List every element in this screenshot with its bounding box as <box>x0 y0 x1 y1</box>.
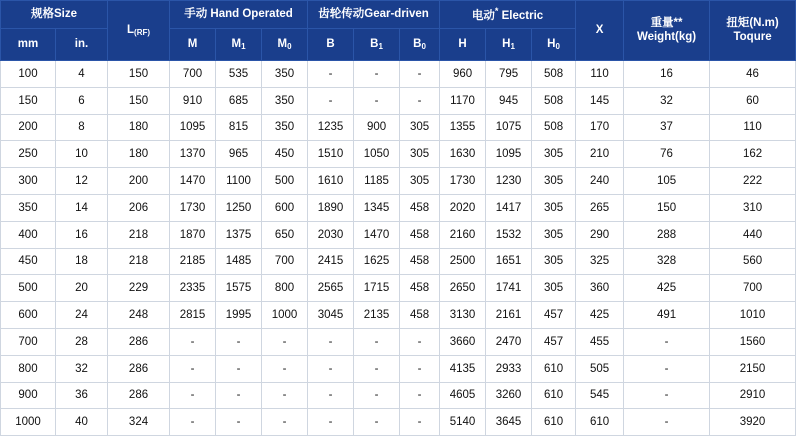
cell-h: 3130 <box>440 302 486 329</box>
cell-mm: 400 <box>1 221 56 248</box>
header-h0-base: H <box>547 37 556 50</box>
cell-weight: - <box>624 355 710 382</box>
cell-b1: 2135 <box>354 302 400 329</box>
cell-m1: 1575 <box>216 275 262 302</box>
cell-b: 1235 <box>308 114 354 141</box>
cell-m: 2185 <box>170 248 216 275</box>
table-row <box>1 87 796 114</box>
cell-m: 910 <box>170 87 216 114</box>
cell-h: 1630 <box>440 141 486 168</box>
cell-h1: 1651 <box>486 248 532 275</box>
cell-h0: 457 <box>532 328 576 355</box>
cell-l: 206 <box>108 194 170 221</box>
cell-torque: 310 <box>710 194 796 221</box>
cell-m0: 800 <box>262 275 308 302</box>
cell-h: 960 <box>440 61 486 88</box>
cell-m1: - <box>216 382 262 409</box>
header-h1 <box>486 29 532 61</box>
cell-h0: 610 <box>532 355 576 382</box>
cell-m1: 685 <box>216 87 262 114</box>
cell-x: 290 <box>576 221 624 248</box>
cell-x: 240 <box>576 168 624 195</box>
cell-in: 10 <box>56 141 108 168</box>
cell-mm: 150 <box>1 87 56 114</box>
cell-mm: 450 <box>1 248 56 275</box>
cell-m1: - <box>216 328 262 355</box>
table-row <box>1 328 796 355</box>
cell-h: 1170 <box>440 87 486 114</box>
cell-b0: - <box>400 61 440 88</box>
header-l <box>108 1 170 61</box>
cell-x: 145 <box>576 87 624 114</box>
cell-b: - <box>308 382 354 409</box>
cell-torque: 3920 <box>710 409 796 436</box>
cell-b0: 305 <box>400 168 440 195</box>
header-mm: mm <box>1 29 56 61</box>
cell-m1: 965 <box>216 141 262 168</box>
cell-m0: - <box>262 409 308 436</box>
cell-torque: 162 <box>710 141 796 168</box>
cell-h1: 3645 <box>486 409 532 436</box>
table-row <box>1 302 796 329</box>
cell-l: 286 <box>108 355 170 382</box>
cell-weight: 32 <box>624 87 710 114</box>
cell-m0: - <box>262 355 308 382</box>
cell-m: 2335 <box>170 275 216 302</box>
cell-l: 324 <box>108 409 170 436</box>
cell-m0: 500 <box>262 168 308 195</box>
cell-b0: 458 <box>400 194 440 221</box>
cell-b: 2415 <box>308 248 354 275</box>
cell-b1: - <box>354 87 400 114</box>
cell-torque: 222 <box>710 168 796 195</box>
cell-h1: 3260 <box>486 382 532 409</box>
cell-x: 325 <box>576 248 624 275</box>
cell-torque: 2150 <box>710 355 796 382</box>
cell-b: - <box>308 87 354 114</box>
cell-l: 180 <box>108 114 170 141</box>
table-row <box>1 355 796 382</box>
cell-h1: 1230 <box>486 168 532 195</box>
cell-weight: 76 <box>624 141 710 168</box>
header-electric-cn: 电动 <box>471 9 495 22</box>
cell-m: - <box>170 328 216 355</box>
table-row <box>1 409 796 436</box>
cell-torque: 1010 <box>710 302 796 329</box>
cell-weight: 150 <box>624 194 710 221</box>
cell-mm: 900 <box>1 382 56 409</box>
cell-mm: 200 <box>1 114 56 141</box>
cell-torque: 700 <box>710 275 796 302</box>
cell-m0: 600 <box>262 194 308 221</box>
cell-b0: 458 <box>400 221 440 248</box>
cell-x: 425 <box>576 302 624 329</box>
cell-b0: - <box>400 409 440 436</box>
header-m1-sub: 1 <box>241 41 246 51</box>
cell-in: 14 <box>56 194 108 221</box>
table-body <box>1 61 796 436</box>
header-h1-base: H <box>502 37 511 50</box>
header-b0-sub: 0 <box>421 41 426 51</box>
cell-b1: 1345 <box>354 194 400 221</box>
cell-b0: 458 <box>400 302 440 329</box>
header-h1-sub: 1 <box>510 41 515 51</box>
cell-b1: - <box>354 382 400 409</box>
header-torque <box>710 1 796 61</box>
cell-m0: 350 <box>262 61 308 88</box>
cell-x: 265 <box>576 194 624 221</box>
cell-b0: - <box>400 355 440 382</box>
header-m: M <box>170 29 216 61</box>
cell-l: 248 <box>108 302 170 329</box>
header-h0 <box>532 29 576 61</box>
cell-b1: - <box>354 355 400 382</box>
table-row <box>1 275 796 302</box>
cell-m1: 535 <box>216 61 262 88</box>
cell-m: 1870 <box>170 221 216 248</box>
cell-h: 2020 <box>440 194 486 221</box>
cell-h0: 305 <box>532 221 576 248</box>
header-electric-group <box>440 1 576 29</box>
cell-l: 150 <box>108 87 170 114</box>
cell-mm: 500 <box>1 275 56 302</box>
cell-m: 1730 <box>170 194 216 221</box>
cell-h: 2500 <box>440 248 486 275</box>
table-row <box>1 61 796 88</box>
header-b1 <box>354 29 400 61</box>
cell-weight: - <box>624 382 710 409</box>
cell-b: - <box>308 61 354 88</box>
cell-b: 1610 <box>308 168 354 195</box>
cell-in: 12 <box>56 168 108 195</box>
cell-m0: 1000 <box>262 302 308 329</box>
cell-b1: 1050 <box>354 141 400 168</box>
header-m0-base: M <box>277 37 288 50</box>
header-electric-star: * <box>494 5 499 16</box>
cell-b: 1510 <box>308 141 354 168</box>
cell-h0: 610 <box>532 409 576 436</box>
cell-l: 286 <box>108 382 170 409</box>
cell-h: 4605 <box>440 382 486 409</box>
cell-b1: 1185 <box>354 168 400 195</box>
cell-weight: - <box>624 328 710 355</box>
header-weight-cn: 重量** <box>650 17 683 30</box>
cell-m1: - <box>216 355 262 382</box>
cell-m1: 1485 <box>216 248 262 275</box>
cell-h1: 1532 <box>486 221 532 248</box>
header-electric-en: Electric <box>498 9 544 22</box>
header-h0-sub: 0 <box>555 41 560 51</box>
cell-b1: 1625 <box>354 248 400 275</box>
table-row <box>1 168 796 195</box>
cell-h1: 1075 <box>486 114 532 141</box>
cell-mm: 800 <box>1 355 56 382</box>
cell-h0: 508 <box>532 114 576 141</box>
cell-h1: 1417 <box>486 194 532 221</box>
cell-m0: - <box>262 328 308 355</box>
table-row <box>1 382 796 409</box>
cell-x: 360 <box>576 275 624 302</box>
cell-b: - <box>308 328 354 355</box>
cell-in: 28 <box>56 328 108 355</box>
cell-in: 4 <box>56 61 108 88</box>
cell-h: 2160 <box>440 221 486 248</box>
table-row <box>1 248 796 275</box>
cell-weight: - <box>624 409 710 436</box>
header-weight-en: Weight(kg) <box>636 30 697 43</box>
cell-b: - <box>308 355 354 382</box>
cell-b1: - <box>354 328 400 355</box>
cell-mm: 1000 <box>1 409 56 436</box>
cell-m: - <box>170 409 216 436</box>
cell-weight: 16 <box>624 61 710 88</box>
cell-m: 700 <box>170 61 216 88</box>
cell-m0: 700 <box>262 248 308 275</box>
cell-m1: 1100 <box>216 168 262 195</box>
header-torque-en: Toqure <box>733 30 772 43</box>
cell-b0: 458 <box>400 275 440 302</box>
cell-h0: 610 <box>532 382 576 409</box>
cell-h1: 1741 <box>486 275 532 302</box>
cell-m0: - <box>262 382 308 409</box>
cell-torque: 2910 <box>710 382 796 409</box>
cell-b: 3045 <box>308 302 354 329</box>
cell-b: 2565 <box>308 275 354 302</box>
cell-x: 170 <box>576 114 624 141</box>
cell-h: 5140 <box>440 409 486 436</box>
cell-b1: - <box>354 409 400 436</box>
cell-h0: 305 <box>532 141 576 168</box>
cell-in: 8 <box>56 114 108 141</box>
cell-weight: 105 <box>624 168 710 195</box>
cell-weight: 491 <box>624 302 710 329</box>
cell-weight: 288 <box>624 221 710 248</box>
cell-torque: 560 <box>710 248 796 275</box>
cell-torque: 60 <box>710 87 796 114</box>
cell-mm: 350 <box>1 194 56 221</box>
cell-h0: 508 <box>532 87 576 114</box>
cell-l: 286 <box>108 328 170 355</box>
cell-m: 1095 <box>170 114 216 141</box>
cell-h: 2650 <box>440 275 486 302</box>
cell-m1: 815 <box>216 114 262 141</box>
cell-mm: 250 <box>1 141 56 168</box>
header-m1-base: M <box>231 37 242 50</box>
header-l-sub: (RF) <box>134 27 151 37</box>
cell-m0: 350 <box>262 87 308 114</box>
cell-h1: 2933 <box>486 355 532 382</box>
table-row <box>1 194 796 221</box>
header-size-group: 规格Size <box>1 1 108 29</box>
cell-b0: 458 <box>400 248 440 275</box>
table-row <box>1 141 796 168</box>
cell-h0: 305 <box>532 168 576 195</box>
table-group-header-row <box>1 1 796 29</box>
cell-m1: 1995 <box>216 302 262 329</box>
cell-l: 229 <box>108 275 170 302</box>
cell-b1: 900 <box>354 114 400 141</box>
cell-m: 1470 <box>170 168 216 195</box>
header-h: H <box>440 29 486 61</box>
cell-weight: 328 <box>624 248 710 275</box>
cell-m: - <box>170 382 216 409</box>
cell-h0: 305 <box>532 248 576 275</box>
cell-h1: 2161 <box>486 302 532 329</box>
cell-b0: - <box>400 382 440 409</box>
cell-b: - <box>308 409 354 436</box>
cell-h0: 305 <box>532 194 576 221</box>
cell-b0: 305 <box>400 114 440 141</box>
cell-m0: 650 <box>262 221 308 248</box>
cell-b: 1890 <box>308 194 354 221</box>
table-row <box>1 221 796 248</box>
cell-b: 2030 <box>308 221 354 248</box>
header-m1 <box>216 29 262 61</box>
cell-h1: 1095 <box>486 141 532 168</box>
header-hand-operated-group: 手动 Hand Operated <box>170 1 308 29</box>
cell-x: 210 <box>576 141 624 168</box>
cell-m1: - <box>216 409 262 436</box>
cell-weight: 425 <box>624 275 710 302</box>
cell-in: 32 <box>56 355 108 382</box>
cell-mm: 100 <box>1 61 56 88</box>
cell-b0: - <box>400 328 440 355</box>
header-m0-sub: 0 <box>287 41 292 51</box>
cell-l: 218 <box>108 221 170 248</box>
cell-m: 2815 <box>170 302 216 329</box>
header-b0 <box>400 29 440 61</box>
cell-x: 505 <box>576 355 624 382</box>
cell-x: 110 <box>576 61 624 88</box>
cell-in: 6 <box>56 87 108 114</box>
table-row <box>1 114 796 141</box>
cell-b0: 305 <box>400 141 440 168</box>
cell-in: 18 <box>56 248 108 275</box>
cell-mm: 700 <box>1 328 56 355</box>
cell-l: 200 <box>108 168 170 195</box>
cell-in: 24 <box>56 302 108 329</box>
cell-weight: 37 <box>624 114 710 141</box>
header-b: B <box>308 29 354 61</box>
table-header <box>1 1 796 61</box>
cell-mm: 600 <box>1 302 56 329</box>
cell-torque: 1560 <box>710 328 796 355</box>
cell-h: 4135 <box>440 355 486 382</box>
header-b1-sub: 1 <box>378 41 383 51</box>
cell-b0: - <box>400 87 440 114</box>
cell-x: 455 <box>576 328 624 355</box>
cell-l: 150 <box>108 61 170 88</box>
cell-in: 36 <box>56 382 108 409</box>
cell-in: 16 <box>56 221 108 248</box>
cell-h: 1355 <box>440 114 486 141</box>
cell-m0: 350 <box>262 114 308 141</box>
cell-l: 180 <box>108 141 170 168</box>
cell-h0: 457 <box>532 302 576 329</box>
cell-torque: 46 <box>710 61 796 88</box>
header-b0-base: B <box>413 37 422 50</box>
cell-l: 218 <box>108 248 170 275</box>
header-b1-base: B <box>370 37 379 50</box>
cell-b1: 1470 <box>354 221 400 248</box>
cell-m0: 450 <box>262 141 308 168</box>
cell-torque: 440 <box>710 221 796 248</box>
cell-m: - <box>170 355 216 382</box>
header-torque-cn: 扭矩(N.m) <box>726 17 779 30</box>
header-in: in. <box>56 29 108 61</box>
cell-h: 3660 <box>440 328 486 355</box>
header-m0 <box>262 29 308 61</box>
cell-h: 1730 <box>440 168 486 195</box>
cell-b1: 1715 <box>354 275 400 302</box>
cell-h0: 305 <box>532 275 576 302</box>
cell-h1: 945 <box>486 87 532 114</box>
cell-x: 610 <box>576 409 624 436</box>
header-x: X <box>576 1 624 61</box>
cell-h1: 795 <box>486 61 532 88</box>
cell-x: 545 <box>576 382 624 409</box>
cell-mm: 300 <box>1 168 56 195</box>
header-l-label: L <box>127 23 135 36</box>
header-weight <box>624 1 710 61</box>
cell-b1: - <box>354 61 400 88</box>
cell-h1: 2470 <box>486 328 532 355</box>
cell-m: 1370 <box>170 141 216 168</box>
cell-in: 20 <box>56 275 108 302</box>
cell-m1: 1375 <box>216 221 262 248</box>
cell-in: 40 <box>56 409 108 436</box>
header-gear-driven-group: 齿轮传动Gear-driven <box>308 1 440 29</box>
cell-h0: 508 <box>532 61 576 88</box>
cell-m1: 1250 <box>216 194 262 221</box>
cell-torque: 110 <box>710 114 796 141</box>
